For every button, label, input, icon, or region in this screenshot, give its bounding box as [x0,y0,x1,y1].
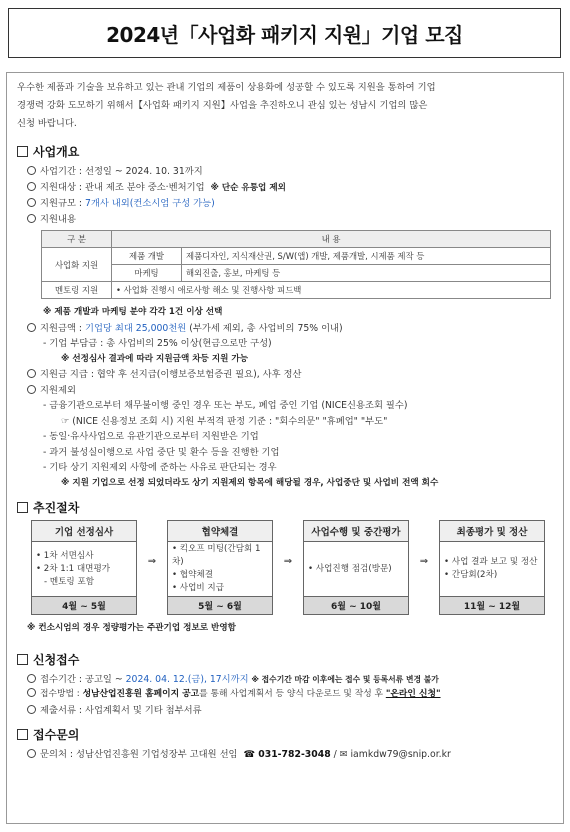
circle-bullet-icon [27,323,36,332]
table-cell: 해외진출, 홍보, 마케팅 등 [182,265,551,282]
circle-bullet-icon [27,214,36,223]
table-cell: 사업화 지원 [42,248,112,282]
contact-line [17,747,553,763]
overview-period [17,164,553,180]
application-period [17,672,553,688]
step-period: 4월 ~ 5월 [32,596,136,614]
table-cell: 제품디자인, 지식재산권, S/W(앱) 개발, 제품개발, 시제품 제작 등 [182,248,551,265]
table-cell: 제품 개발 [112,248,182,265]
step-body [168,542,272,596]
exclusion-label: 지원제외 [40,384,76,396]
target-note: ※ 단순 유통업 제외 [210,182,286,193]
application-docs [17,703,553,719]
title-box [8,8,561,58]
step-item: • 사업 결과 보고 및 정산 [444,557,538,567]
table-header: 내 용 [112,231,551,248]
contact-text: 문의처 : 성남산업진흥원 기업성장부 고대원 선임 [40,749,238,760]
table-row [42,248,551,265]
content-box [6,72,564,824]
intro-line: 경쟁력 강화 도모하기 위해서【사업화 패키지 지원】사업을 추진하오니 관심 있는 성남시 기업의 많은 [17,100,428,111]
step-item: • 2차 1:1 대면평가 [36,563,111,574]
scale-label: 지원규모 : [40,198,85,209]
table-cell: • 사업화 진행시 애로사항 해소 및 진행사항 피드백 [112,282,551,299]
step-body [440,542,544,596]
step-item: • 사업진행 점검(방문) [308,563,392,574]
support-content-table [41,230,551,299]
section-heading: 접수문의 [33,728,80,742]
exclusion-item: ☞ (NICE 신용정보 조회 시) 지원 부적격 판정 기준 : "회수의문" "휴폐업" "부도" [61,415,388,427]
table-note: ※ 제품 개발과 마케팅 분야 각각 1건 이상 선택 [43,307,223,317]
amount-rest: (부가세 제외, 총 사업비의 75% 이내) [186,322,343,334]
exclusion-item: - 동일·유사사업으로 유관기관으로부터 지원받은 기업 [43,431,259,442]
circle-bullet-icon [27,385,36,394]
table-row [42,265,551,282]
circle-bullet-icon [27,198,36,207]
step-body [32,542,136,596]
period-note: ※ 접수기간 마감 이후에는 접수 및 등록서류 변경 불가 [248,674,439,684]
section-application [17,651,553,668]
table-cell: 마케팅 [112,265,182,282]
email-link[interactable]: ✉ iamkdw79@snip.or.kr [339,749,451,760]
scale-value: 7개사 내외(컨소시엄 구성 가능) [84,198,215,209]
circle-bullet-icon [27,369,36,378]
section-heading: 신청접수 [33,652,80,667]
step-period: 11월 ~ 12월 [440,596,544,614]
circle-bullet-icon [27,749,36,758]
arrow-right-icon: ⇒ [283,556,293,567]
procedure-step [31,520,137,615]
phone-number: ☎ 031-782-3048 [243,749,331,760]
step-body [304,542,408,596]
separator: / [330,749,340,760]
step-item: • 간담회(2차) [444,570,498,580]
overview-amount [17,321,553,337]
checkbox-square-icon [17,654,28,665]
section-overview [17,143,553,160]
online-application-link[interactable]: "온라인 신청" [385,689,441,699]
amount-value: 기업당 최대 25,000천원 [84,322,187,334]
overview-scale [17,196,553,212]
circle-bullet-icon [27,182,36,191]
section-contact [17,726,553,743]
docs-text: 제출서류 : 사업계획서 및 기타 첨부서류 [40,704,202,716]
circle-bullet-icon [27,688,36,697]
step-period: 6월 ~ 10월 [304,596,408,614]
procedure-note: ※ 컨소시엄의 경우 정량평가는 주관기업 정보로 반영함 [27,623,236,633]
method-rest: 를 통해 사업계획서 등 양식 다운로드 및 작성 후 [199,689,386,699]
checkbox-square-icon [17,146,28,157]
step-title: 협약체결 [168,521,272,542]
circle-bullet-icon [27,705,36,714]
payment-text: 지원금 지급 : 협약 후 선지급(이행보증보험증권 필요), 사후 정산 [40,369,302,380]
overview-payment [17,367,553,383]
application-method [17,687,553,703]
method-bold: 성남산업진흥원 홈페이지 공고 [82,689,200,699]
content-label: 지원내용 [40,213,76,225]
step-title: 기업 선정심사 [32,521,136,542]
table-cell: 멘토링 지원 [42,282,112,299]
intro-paragraph [17,79,553,133]
step-title: 사업수행 및 중간평가 [304,521,408,542]
period-value: 2024. 04. 12.(금), 17시까지 [125,673,249,685]
method-label: 접수방법 : [40,689,83,699]
period-label: 접수기간 : 공고일 ~ [40,673,126,685]
exclusion-item: - 과거 불성실이행으로 사업 중단 및 환수 등을 진행한 기업 [43,446,280,458]
period-text: 사업기간 : 선정일 ~ 2024. 10. 31까지 [40,166,203,177]
section-heading: 추진절차 [33,501,80,515]
procedure-step [303,520,409,615]
exclusion-note: ※ 지원 기업으로 선정 되었더라도 상기 지원제외 항목에 해당될 경우, 사업중단 및 사업비 전액 회수 [61,477,439,488]
step-item: • 1차 서면심사 [36,550,94,561]
target-text: 지원대상 : 관내 제조 분야 중소·벤처기업 [40,181,205,193]
step-item: • 사업비 지급 [172,583,225,593]
arrow-right-icon: ⇒ [147,556,157,567]
burden-text: - 기업 부담금 : 총 사업비의 25% 이상(현금으로만 구성) [43,338,272,349]
circle-bullet-icon [27,674,36,683]
step-item: • 킥오프 미팅(간담회 1차) [172,544,261,567]
procedure-step [167,520,273,615]
procedure-flow [31,520,553,615]
arrow-right-icon: ⇒ [419,556,429,567]
exclusion-item: - 금융기관으로부터 채무불이행 중인 경우 또는 부도, 폐업 중인 기업 (NICE신용조회 필수) [43,400,408,411]
step-item: • 협약체결 [172,570,214,580]
step-title: 최종평가 및 정산 [440,521,544,542]
page-title: 2024년「사업화 패키지 지원」기업 모집 [106,22,463,47]
table-row [42,282,551,299]
checkbox-square-icon [17,729,28,740]
overview-content [17,212,553,228]
step-item: - 멘토링 포함 [44,576,95,587]
table-header: 구 분 [42,231,112,248]
amount-label: 지원금액 : [40,322,85,334]
intro-line: 신청 바랍니다. [17,118,77,129]
procedure-step [439,520,545,615]
step-period: 5월 ~ 6월 [168,596,272,614]
overview-exclusion [17,383,553,399]
checkbox-square-icon [17,502,28,513]
exclusion-item: - 기타 상기 지원제외 사항에 준하는 사유로 판단되는 경우 [43,462,277,473]
circle-bullet-icon [27,166,36,175]
section-heading: 사업개요 [33,145,80,159]
burden-note: ※ 선정심사 결과에 따라 지원금액 차등 지원 가능 [61,353,249,364]
section-procedure [17,499,553,516]
overview-target [17,180,553,197]
intro-line: 우수한 제품과 기술을 보유하고 있는 관내 기업의 제품이 상용화에 성공할 수 있도록 지원을 통하여 기업 [17,82,436,93]
